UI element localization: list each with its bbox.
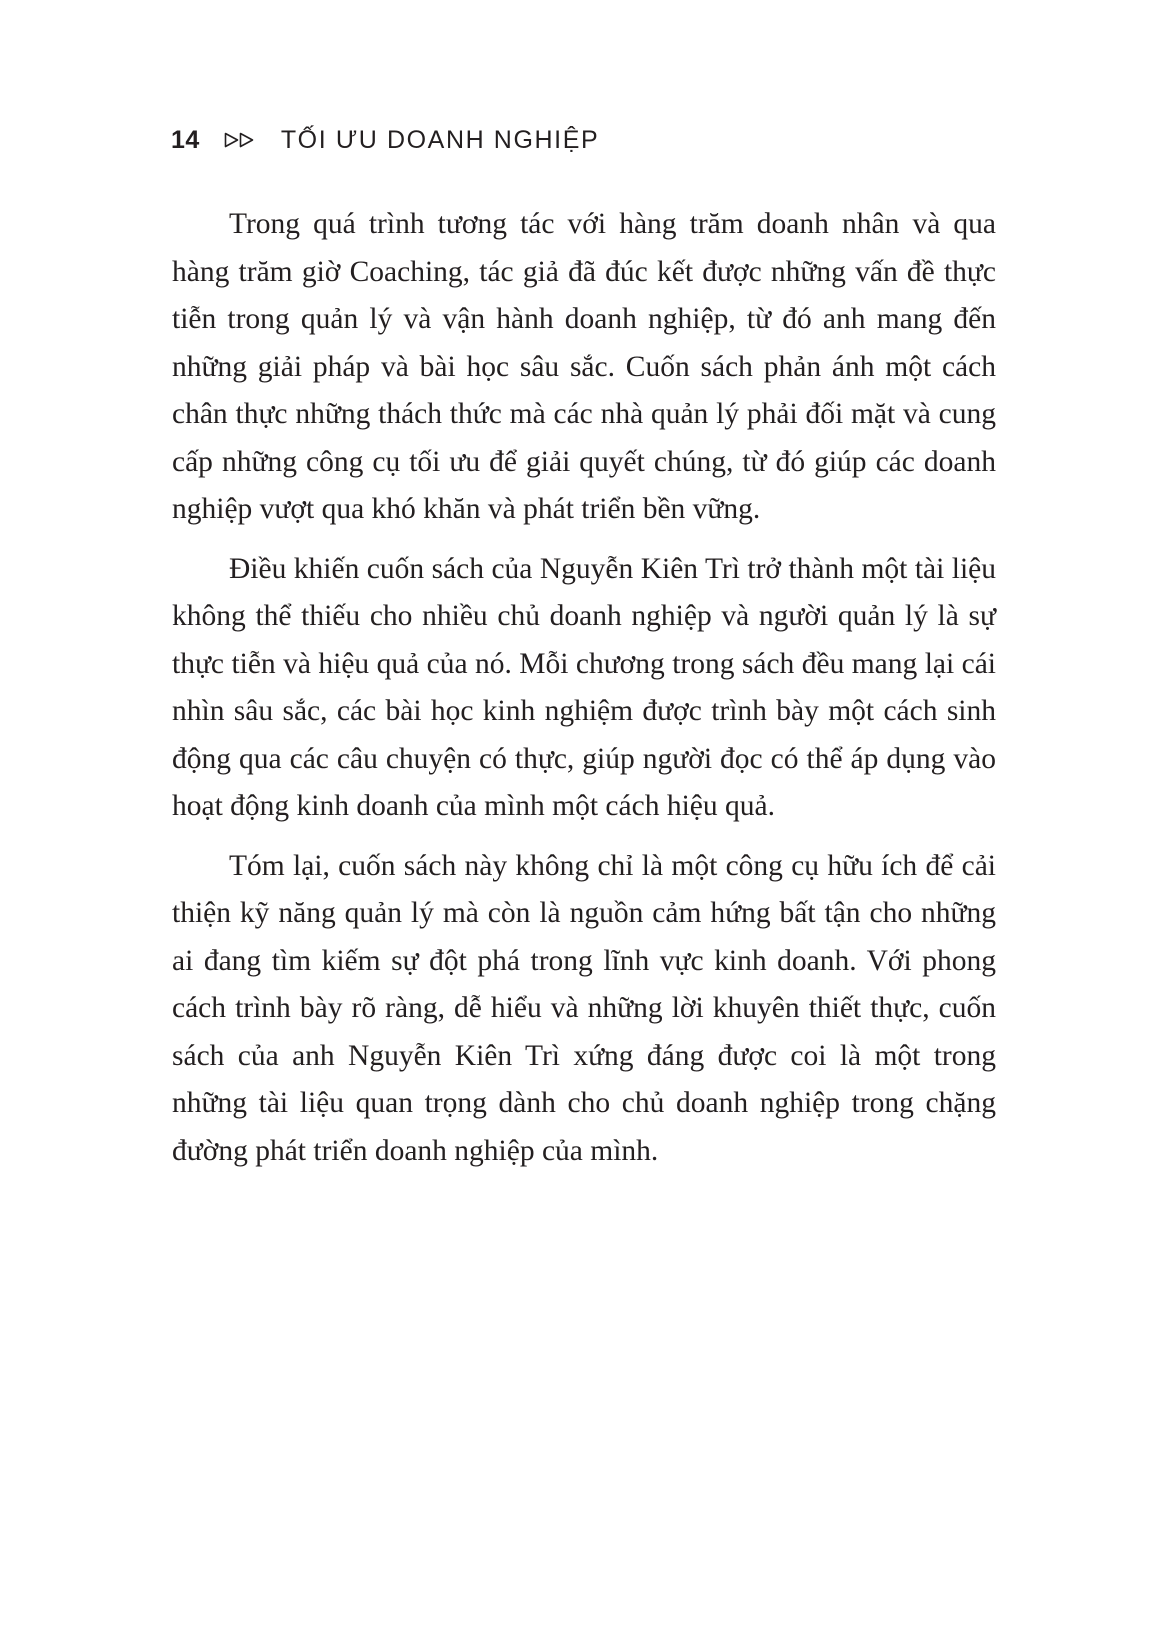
book-title: TỐI ƯU DOANH NGHIỆP <box>280 125 600 154</box>
running-header <box>171 120 599 160</box>
double-right-triangle-outline-icon <box>224 132 255 148</box>
paragraph: Điều khiến cuốn sách của Nguyễn Kiên Trì trở thành một tài liệu không thể thiếu cho nhiều chủ doanh nghiệp và người quản lý là sự thực tiễn và hiệu quả của nó. Mỗi chương trong sách đều mang lại cái nhìn sâu sắc, các bài học kinh nghiệm được trình bày một cách sinh động qua các câu chuyện có thực, giúp người đọc có thể áp dụng vào hoạt động kinh doanh của mình một cách hiệu quả. <box>172 552 996 822</box>
paragraph: Trong quá trình tương tác với hàng trăm doanh nhân và qua hàng trăm giờ Coaching, tác giả đã đúc kết được những vấn đề thực tiễn trong quản lý và vận hành doanh nghiệp, từ đó anh mang đến những giải pháp và bài học sâu sắc. Cuốn sách phản ánh một cách chân thực những thách thức mà các nhà quản lý phải đối mặt và cung cấp những công cụ tối ưu để giải quyết chúng, từ đó giúp các doanh nghiệp vượt qua khó khăn và phát triển bền vững. <box>172 208 996 525</box>
page-number: 14 <box>171 125 200 154</box>
paragraph: Tóm lại, cuốn sách này không chỉ là một công cụ hữu ích để cải thiện kỹ năng quản lý mà còn là nguồn cảm hứng bất tận cho những ai đang tìm kiếm sự đột phá trong lĩnh vực kinh doanh. Với phong cách trình bày rõ ràng, dễ hiểu và những lời khuyên thiết thực, cuốn sách của anh Nguyễn Kiên Trì xứng đáng được coi là một trong những tài liệu quan trọng dành cho chủ doanh nghiệp trong chặng đường phát triển doanh nghiệp của mình. <box>172 849 996 1167</box>
body-text <box>172 201 996 1187</box>
